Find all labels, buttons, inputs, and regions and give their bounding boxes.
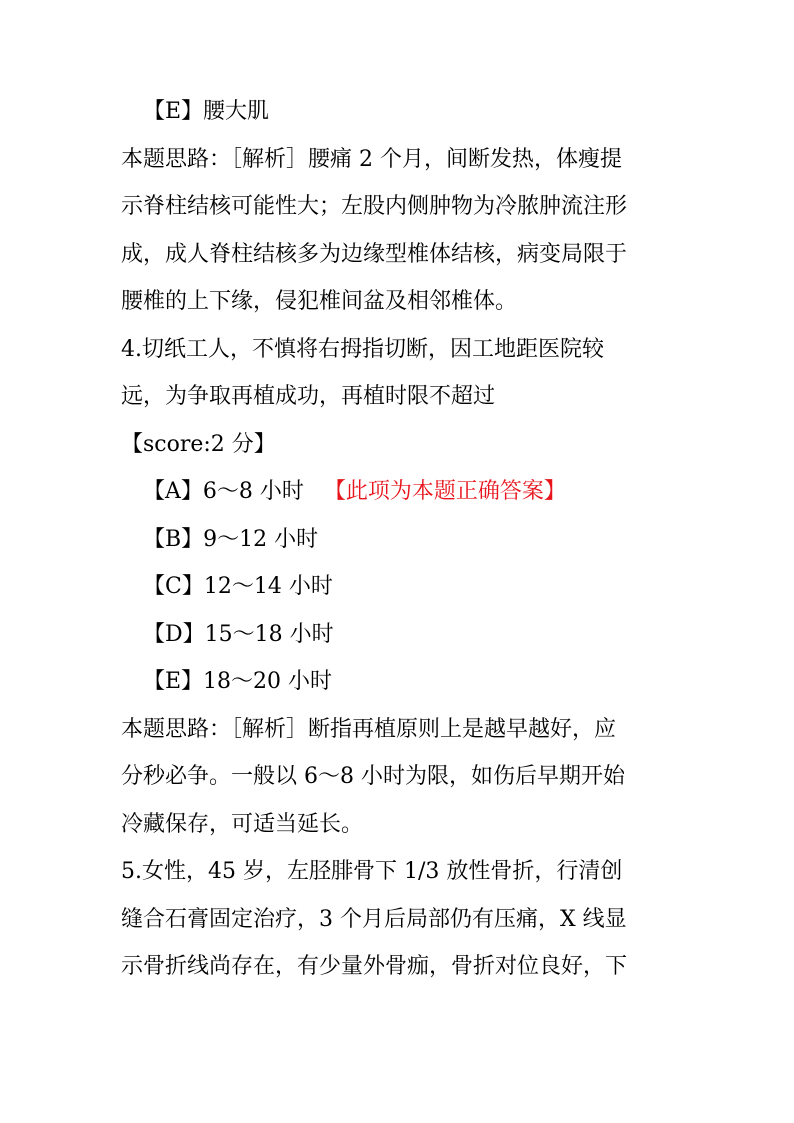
correct-answer-badge: 【此项为本题正确答案】 [323,479,566,504]
analysis-line: 本题思路：［解析］断指再植原则上是越早越好，应 [121,716,617,742]
question-stem-line: 缝合石膏固定治疗，3 个月后局部仍有压痛，X 线显 [121,906,627,932]
option-d: 【D】15～18 小时 [143,621,334,647]
question-stem-line: 远，为争取再植成功，再植时限不超过 [121,384,496,409]
question-stem-line: 5.女性，45 岁，左胫腓骨下 1/3 放性骨折，行清创 [121,859,623,884]
analysis-line: 成，成人脊柱结核多为边缘型椎体结核，病变局限于 [121,241,628,267]
option-a [121,468,681,516]
analysis-line: 冷藏保存，可适当延长。 [121,811,364,837]
analysis-line: 本题思路：［解析］腰痛 2 个月，间断发热，体瘦提 [121,146,622,172]
option-a-text: 【A】6～8 小时 [143,479,304,504]
option-b: 【B】9～12 小时 [143,526,319,552]
question-stem-line: 4.切纸工人，不慎将右拇指切断，因工地距医院较 [121,336,604,362]
analysis-line: 腰椎的上下缘，侵犯椎间盆及相邻椎体。 [121,289,518,314]
question-stem-line: 示骨折线尚存在，有少量外骨痂，骨折对位良好，下 [121,954,628,979]
score-label: 【score:2 分】 [121,431,276,457]
option-c: 【C】12～14 小时 [143,574,333,599]
analysis-line: 分秒必争。一般以 6～8 小时为限，如伤后早期开始 [121,764,625,789]
analysis-line: 示脊柱结核可能性大；左股内侧肿物为冷脓肿流注形 [121,194,628,219]
option-e-prev: 【E】腰大肌 [143,99,270,124]
option-e: 【E】18～20 小时 [143,669,333,694]
document-content [121,88,681,991]
